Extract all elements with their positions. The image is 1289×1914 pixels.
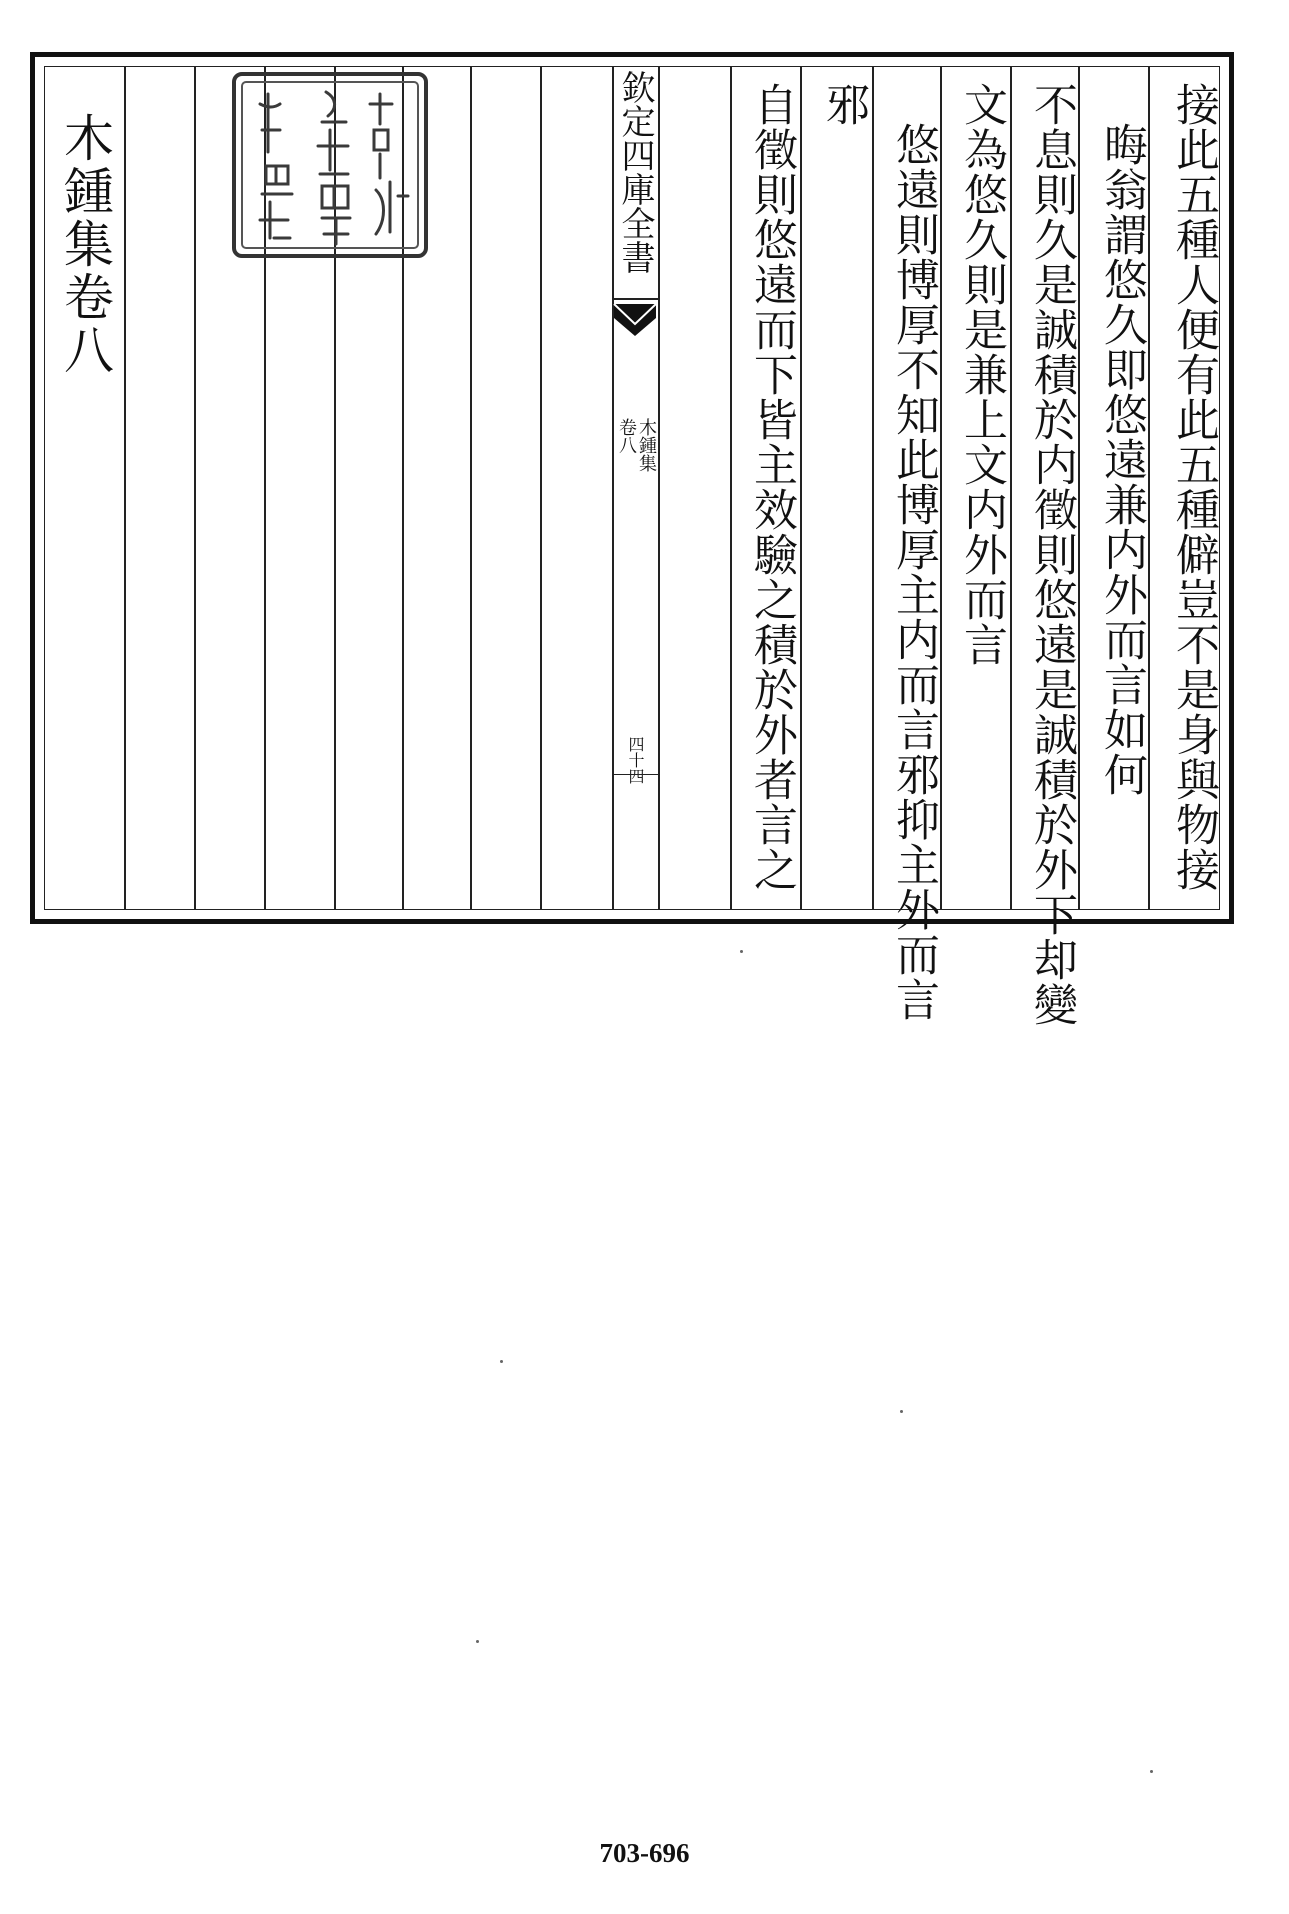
text-column: 不息則久是誠積於内徵則悠遠是誠積於外下却變 [1026, 82, 1077, 1027]
column-rule [658, 66, 660, 910]
text-column: 文為悠久則是兼上文内外而言 [956, 82, 1007, 667]
scan-speck [500, 1360, 503, 1363]
column-rule [800, 66, 802, 910]
page-number: 703-696 [599, 1838, 690, 1868]
column-rule [470, 66, 472, 910]
banner-juan: 卷八 [616, 418, 637, 454]
banner-title: 欽定四庫全書 [615, 70, 655, 274]
scan-speck [476, 1640, 479, 1643]
column-rule [872, 66, 874, 910]
banner-book-name: 木鍾集 [636, 418, 657, 472]
banner-folio-number: 四十四 [626, 736, 645, 784]
text-column: 晦翁謂悠久即悠遠兼内外而言如何 [1096, 122, 1147, 797]
column-rule [1010, 66, 1012, 910]
scan-speck [900, 1410, 903, 1413]
book-title: 木鍾集卷八 [56, 112, 114, 377]
text-column: 接此五種人便有此五種僻豈不是身與物接 [1168, 82, 1219, 892]
banner-divider [612, 298, 658, 300]
text-column: 邪 [818, 82, 869, 127]
scan-speck [740, 950, 743, 953]
seal-icon [230, 70, 430, 260]
column-rule [124, 66, 126, 910]
fish-tail-icon [612, 302, 658, 348]
column-rule [540, 66, 542, 910]
scan-speck [1150, 1770, 1153, 1773]
banner-folio-rule [612, 774, 658, 775]
column-rule [194, 66, 196, 910]
text-column: 自徵則悠遠而下皆主效驗之積於外者言之 [746, 82, 797, 892]
banner-heart [612, 66, 658, 910]
text-column: 悠遠則博厚不知此博厚主内而言邪抑主外而言 [888, 122, 939, 1022]
imperial-seal [230, 70, 430, 260]
column-rule [730, 66, 732, 910]
